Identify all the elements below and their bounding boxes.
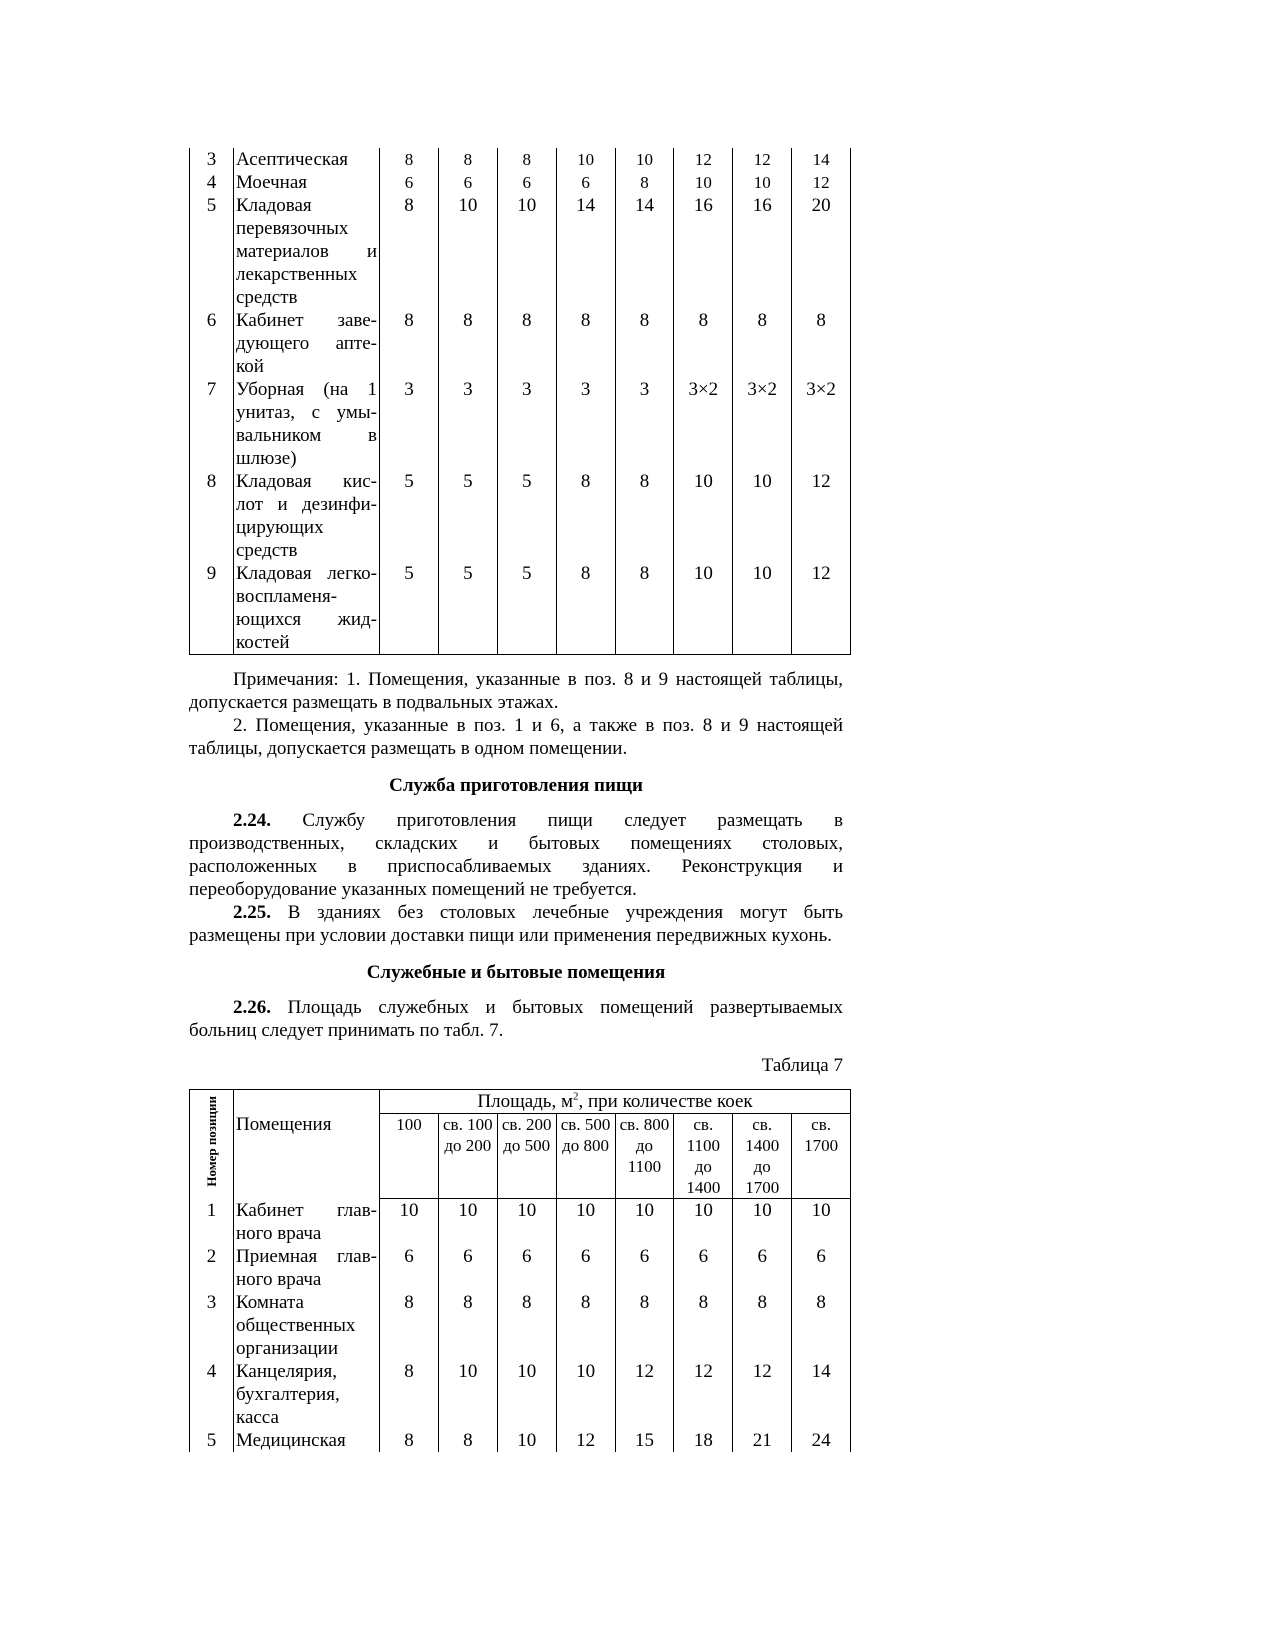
area-value: 8	[497, 1291, 556, 1360]
area-value: 10	[733, 470, 792, 562]
area-value: 8	[733, 309, 792, 378]
table-6-continuation	[189, 148, 851, 655]
table-row	[190, 378, 851, 470]
area-value: 8	[380, 194, 439, 309]
table-row	[190, 1245, 851, 1291]
area-value: 10	[615, 1199, 674, 1245]
area-value: 10	[674, 470, 733, 562]
room-name: Кладовая легко-воспламеня-ющихся жид-костей	[234, 562, 380, 655]
area-value: 5	[497, 470, 556, 562]
area-value: 5	[380, 470, 439, 562]
bed-count-header: св. 500 до 800	[556, 1114, 615, 1199]
area-value: 12	[733, 1360, 792, 1429]
area-value: 10	[497, 1429, 556, 1452]
area-value: 6	[733, 1245, 792, 1291]
area-value: 10	[438, 1360, 497, 1429]
bed-count-header: св. 200 до 500	[497, 1114, 556, 1199]
area-value: 6	[497, 171, 556, 194]
paragraph-2-25	[189, 901, 843, 947]
area-header-suffix: , при количестве коек	[578, 1091, 753, 1112]
bed-count-header: 100	[380, 1114, 439, 1199]
area-value: 6	[380, 171, 439, 194]
table-row	[190, 1360, 851, 1429]
area-value: 8	[497, 309, 556, 378]
table-row	[190, 470, 851, 562]
area-value: 8	[556, 562, 615, 655]
room-name: Приемная глав-ного врача	[234, 1245, 380, 1291]
area-value: 10	[556, 1360, 615, 1429]
area-value: 10	[792, 1199, 851, 1245]
area-value: 5	[438, 470, 497, 562]
area-value: 12	[792, 562, 851, 655]
area-value: 3	[615, 378, 674, 470]
area-value: 8	[556, 470, 615, 562]
area-value: 5	[438, 562, 497, 655]
room-name: Медицинская	[234, 1429, 380, 1452]
paragraph-2-24	[189, 809, 843, 901]
position-number: 4	[190, 1360, 234, 1429]
area-value: 8	[556, 1291, 615, 1360]
area-value: 6	[497, 1245, 556, 1291]
area-value: 12	[615, 1360, 674, 1429]
table-caption: Таблица 7	[761, 1055, 843, 1076]
area-value: 3×2	[674, 378, 733, 470]
area-value: 8	[438, 1429, 497, 1452]
area-value: 10	[674, 171, 733, 194]
position-number: 8	[190, 470, 234, 562]
bed-count-header: св. 800 до 1100	[615, 1114, 674, 1199]
area-value: 14	[792, 1360, 851, 1429]
position-number: 7	[190, 378, 234, 470]
position-number: 6	[190, 309, 234, 378]
area-value: 3	[556, 378, 615, 470]
room-name: Уборная (на 1 унитаз, с умы-вальником в шлюзе)	[234, 378, 380, 470]
area-value: 3	[497, 378, 556, 470]
area-value: 6	[792, 1245, 851, 1291]
area-value: 16	[733, 194, 792, 309]
position-number-label: Номер позиции	[203, 1096, 219, 1187]
clause-text: Площадь служебных и бытовых помещений развертываемых больниц следует принимать по табл. 7.	[189, 997, 843, 1041]
room-name: Комната общественных организации	[234, 1291, 380, 1360]
area-value: 20	[792, 194, 851, 309]
section-heading-service-rooms: Служебные и бытовые помещения	[366, 962, 666, 983]
position-number: 2	[190, 1245, 234, 1291]
area-value: 6	[674, 1245, 733, 1291]
area-value: 8	[438, 309, 497, 378]
area-value: 6	[380, 1245, 439, 1291]
area-value: 10	[674, 562, 733, 655]
clause-number: 2.24.	[233, 810, 271, 831]
room-name: Кладовая кис-лот и дезинфи-цирующих средств	[234, 470, 380, 562]
area-value: 8	[497, 148, 556, 171]
table-row	[190, 148, 851, 171]
area-value: 8	[380, 1360, 439, 1429]
room-name: Моечная	[234, 171, 380, 194]
area-value: 8	[674, 1291, 733, 1360]
area-value: 10	[733, 1199, 792, 1245]
room-name: Канцелярия, бухгалтерия, касса	[234, 1360, 380, 1429]
area-value: 10	[733, 562, 792, 655]
clause-text: В зданиях без столовых лечебные учреждения могут быть размещены при условии доставки пищи или применения передвижных кухонь.	[189, 902, 843, 946]
area-value: 8	[380, 1429, 439, 1452]
area-value: 5	[380, 562, 439, 655]
area-value: 8	[615, 171, 674, 194]
area-value: 8	[380, 309, 439, 378]
area-value: 8	[615, 1291, 674, 1360]
area-value: 24	[792, 1429, 851, 1452]
area-value: 8	[380, 1291, 439, 1360]
area-value: 8	[615, 309, 674, 378]
area-value: 8	[615, 562, 674, 655]
area-value: 14	[556, 194, 615, 309]
area-value: 10	[497, 194, 556, 309]
area-value: 10	[438, 1199, 497, 1245]
note-1: Примечания: 1. Помещения, указанные в поз. 8 и 9 настоящей таблицы, допускается размещать в подвальных этажах.	[189, 669, 843, 713]
clause-number: 2.25.	[233, 902, 271, 923]
room-name: Кладовая перевязочных материалов и лекарственных средств	[234, 194, 380, 309]
area-value: 12	[556, 1429, 615, 1452]
bed-count-header: св. 1700	[792, 1114, 851, 1199]
area-value: 5	[497, 562, 556, 655]
area-value: 12	[733, 148, 792, 171]
area-value: 18	[674, 1429, 733, 1452]
table-row	[190, 1429, 851, 1452]
table-row	[190, 562, 851, 655]
room-name: Асептическая	[234, 148, 380, 171]
area-value: 12	[792, 470, 851, 562]
rooms-label: Помещения	[236, 1114, 332, 1135]
area-value: 8	[792, 1291, 851, 1360]
position-number: 5	[190, 1429, 234, 1452]
area-header-sup: 2	[573, 1090, 579, 1103]
table-7	[189, 1089, 851, 1452]
room-name: Кабинет глав-ного врача	[234, 1199, 380, 1245]
document-page	[189, 148, 852, 1452]
position-number: 3	[190, 148, 234, 171]
area-value: 12	[674, 148, 733, 171]
area-value: 14	[615, 194, 674, 309]
area-header-text: Площадь, м	[477, 1091, 573, 1112]
table-row	[190, 1199, 851, 1245]
bed-count-header: св. 100 до 200	[438, 1114, 497, 1199]
position-number: 4	[190, 171, 234, 194]
area-value: 8	[674, 309, 733, 378]
column-header-area	[380, 1090, 851, 1114]
paragraph-2-26	[189, 996, 843, 1042]
area-value: 3	[438, 378, 497, 470]
clause-text: Службу приготовления пищи следует размещать в производственных, складских и бытовых помещениях столовых, расположенных в приспосабливаемых зданиях. Реконструкция и переоборудование указанных помещений не требуется.	[189, 810, 843, 900]
area-value: 10	[497, 1199, 556, 1245]
area-value: 10	[556, 1199, 615, 1245]
area-value: 8	[438, 148, 497, 171]
area-value: 8	[556, 309, 615, 378]
area-value: 10	[615, 148, 674, 171]
room-name: Кабинет заве-дующего апте-кой	[234, 309, 380, 378]
area-value: 6	[438, 171, 497, 194]
area-value: 8	[792, 309, 851, 378]
bed-count-header: св. 1400 до 1700	[733, 1114, 792, 1199]
area-value: 14	[792, 148, 851, 171]
area-value: 10	[556, 148, 615, 171]
area-value: 3×2	[733, 378, 792, 470]
table-row	[190, 309, 851, 378]
table-row	[190, 194, 851, 309]
clause-number: 2.26.	[233, 997, 271, 1018]
area-value: 10	[438, 194, 497, 309]
column-header-rooms	[234, 1090, 380, 1199]
area-value: 3	[380, 378, 439, 470]
area-value: 8	[380, 148, 439, 171]
area-value: 10	[380, 1199, 439, 1245]
position-number: 3	[190, 1291, 234, 1360]
area-value: 12	[792, 171, 851, 194]
area-value: 6	[615, 1245, 674, 1291]
position-number: 9	[190, 562, 234, 655]
area-value: 15	[615, 1429, 674, 1452]
area-value: 12	[674, 1360, 733, 1429]
bed-count-header: св. 1100 до 1400	[674, 1114, 733, 1199]
column-header-position-number	[190, 1090, 234, 1199]
area-value: 10	[674, 1199, 733, 1245]
table-row	[190, 171, 851, 194]
position-number: 5	[190, 194, 234, 309]
area-value: 21	[733, 1429, 792, 1452]
section-heading-food-service: Служба приготовления пищи	[389, 775, 643, 796]
area-value: 6	[438, 1245, 497, 1291]
area-value: 8	[438, 1291, 497, 1360]
table-row	[190, 1291, 851, 1360]
table-notes	[189, 668, 843, 760]
area-value: 8	[733, 1291, 792, 1360]
area-value: 10	[497, 1360, 556, 1429]
note-2: 2. Помещения, указанные в поз. 1 и 6, а также в поз. 8 и 9 настоящей таблицы, допускается размещать в одном помещении.	[189, 715, 843, 759]
area-value: 6	[556, 1245, 615, 1291]
area-value: 16	[674, 194, 733, 309]
area-value: 6	[556, 171, 615, 194]
position-number: 1	[190, 1199, 234, 1245]
area-value: 8	[615, 470, 674, 562]
area-value: 3×2	[792, 378, 851, 470]
area-value: 10	[733, 171, 792, 194]
